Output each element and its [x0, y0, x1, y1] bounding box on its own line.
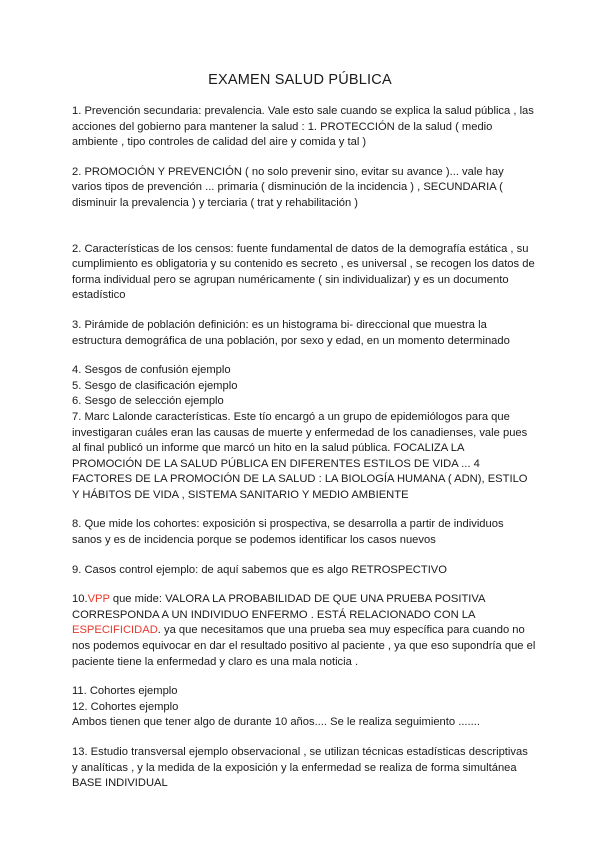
list-item: 5. Sesgo de clasificación ejemplo — [72, 379, 238, 392]
highlight-vpp: VPP — [87, 593, 110, 606]
list-item: 6. Sesgo de selección ejemplo — [72, 395, 224, 408]
highlight-especificidad: ESPECIFICIDAD — [72, 624, 158, 637]
paragraph-text: que mide: VALORA LA PROBABILIDAD DE QUE UNA PRUEBA POSITIVA CORRESPONDA A UN INDIVIDUO ENFERMO . ESTÁ RELACIONADO CON LA — [72, 593, 485, 621]
paragraph-7: 9. Casos control ejemplo: de aquí sabemos que es algo RETROSPECTIVO — [72, 563, 447, 576]
list-item: 7. Marc Lalonde características. Este tío encargó a un grupo de epidemiólogos para que investigaran cuáles eran las causas de muerte y enfermedad de los canadienses, vale pues al final publicó un informe que marcó un hito en la salud pública. FOCALIZA LA PROMOCIÓN DE LA SALUD PÚBLICA EN DIFERENTES ESTILOS DE VIDA ... 4 FACTORES DE LA PROMOCIÓN DE LA SALUD : LA BIOLOGÍA HUMANA ( ADN), ESTILO Y HÁBITOS DE VIDA , SISTEMA SANITARIO Y MEDIO AMBIENTE — [72, 410, 528, 501]
paragraph-3: 2. Características de los censos: fuente fundamental de datos de la demografía estática , su cumplimiento es obligatoria y su contenido es secreto , es universal , se recogen los datos de forma individual pero se agrupan numéricamente ( sin individualizar) y es un documento estadístico — [72, 242, 535, 302]
paragraph-1: 1. Prevención secundaria: prevalencia. Vale esto sale cuando se explica la salud pública , las acciones del gobierno para mantener la salud : 1. PROTECCIÓN de la salud ( medio ambiente , tipo controles de calidad del aire y comida y tal ) — [72, 105, 534, 149]
list-item: 4. Sesgos de confusión ejemplo — [72, 364, 231, 377]
item-number: 10. — [72, 593, 88, 606]
list-item: 11. Cohortes ejemplo — [72, 685, 178, 698]
paragraph-2: 2. PROMOCIÓN Y PREVENCIÓN ( no solo prevenir sino, evitar su avance )... vale hay varios tipos de prevención ... primaria ( disminución de la incidencia ) , SECUNDARIA ( disminuir la prevalencia ) y terciaria ( trat y rehabilitación ) — [72, 165, 504, 209]
document-title: EXAMEN SALUD PÚBLICA — [208, 72, 392, 88]
list-item: Ambos tienen que tener algo de durante 10 años.... Se le realiza seguimiento ....... — [72, 716, 480, 729]
list-item: 12. Cohortes ejemplo — [72, 700, 179, 713]
paragraph-10: 13. Estudio transversal ejemplo observacional , se utilizan técnicas estadísticas descriptivas y analíticas , y la medida de la exposición y la enfermedad se realiza de forma simultánea BASE INDIVIDUAL — [72, 746, 528, 790]
paragraph-5 — [72, 363, 536, 503]
paragraph-text: . ya que necesitamos que una prueba sea muy específica para cuando no nos podemos equivocar en dar el resultado positivo al paciente , ya que eso supondría que el paciente tiene la enfermedad y claro es una mala noticia . — [72, 624, 536, 668]
document-body — [72, 104, 536, 792]
paragraph-6: 8. Que mide los cohortes: exposición si prospectiva, se desarrolla a partir de individuos sanos y es de incidencia porque se podemos identificar los casos nuevos — [72, 518, 504, 547]
paragraph-4: 3. Pirámide de población definición: es un histograma bi- direccional que muestra la estructura demográfica de una población, por sexo y edad, en un momento determinado — [72, 318, 510, 347]
paragraph-8 — [72, 592, 536, 670]
paragraph-9 — [72, 684, 536, 731]
